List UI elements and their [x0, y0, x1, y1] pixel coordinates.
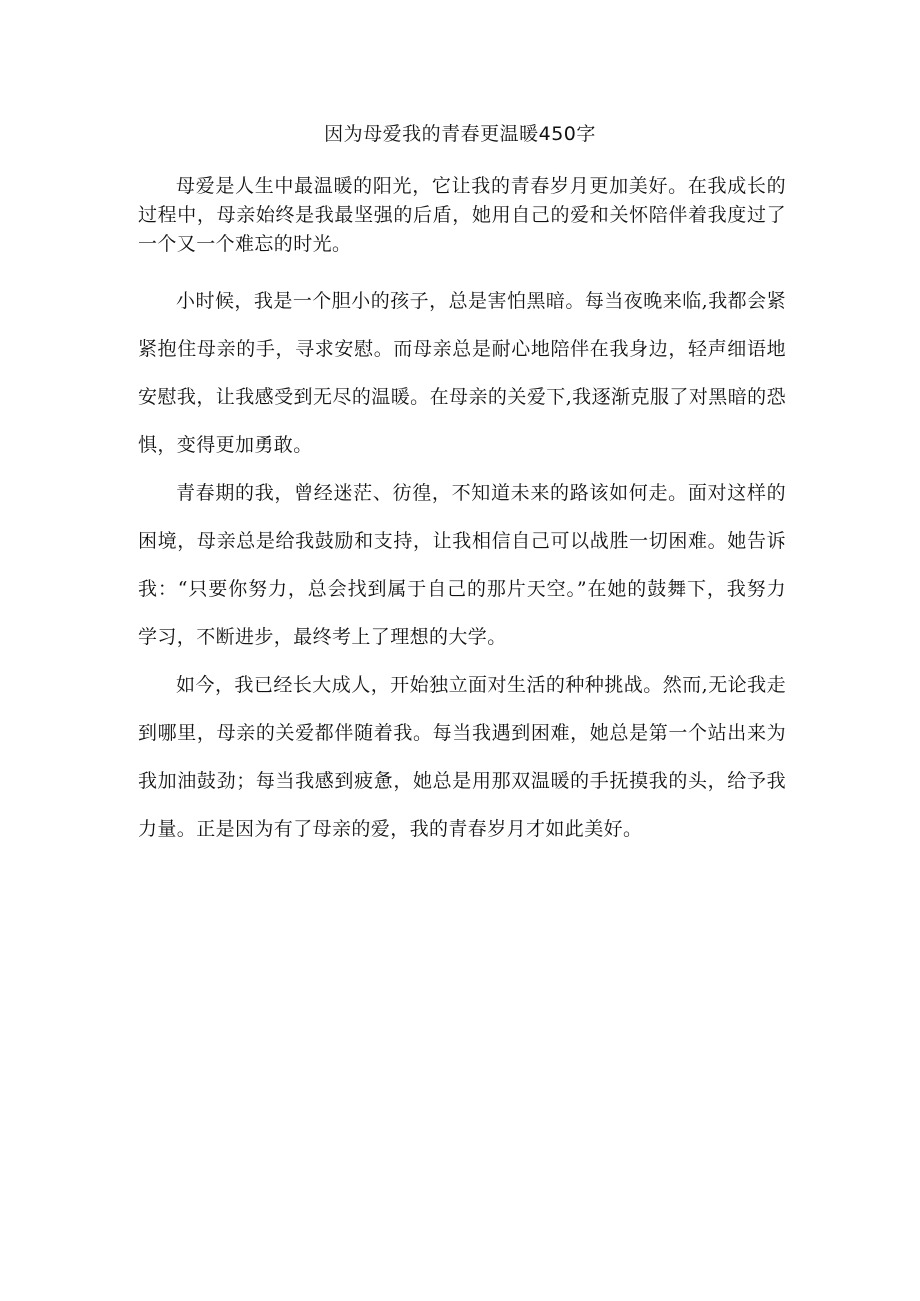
document-body — [138, 172, 786, 853]
paragraph-4: 如今，我已经长大成人，开始独立面对生活的种种挑战。然而,无论我走到哪里，母亲的关爱都伴随着我。每当我遇到困难，她总是第一个站出来为我加油鼓劲；每当我感到疲惫，她总是用那双温暖的手抚摸我的头，给予我力量。正是因为有了母亲的爱，我的青春岁月才如此美好。 — [138, 674, 786, 840]
document-title: 因为母爱我的青春更温暖450字 — [324, 123, 596, 145]
paragraph-3: 青春期的我，曾经迷茫、彷徨，不知道未来的路该如何走。面对这样的困境，母亲总是给我鼓励和支持，让我相信自己可以战胜一切困难。她告诉我：“只要你努力，总会找到属于自己的那片天空。”在她的鼓舞下，我努力学习，不断进步，最终考上了理想的大学。 — [138, 482, 786, 648]
paragraph-2: 小时候，我是一个胆小的孩子，总是害怕黑暗。每当夜晚来临,我都会紧紧抱住母亲的手，寻求安慰。而母亲总是耐心地陪伴在我身边，轻声细语地安慰我，让我感受到无尽的温暖。在母亲的关爱下,我逐渐克服了对黑暗的恐惧，变得更加勇敢。 — [138, 290, 786, 456]
paragraph-1: 母爱是人生中最温暖的阳光，它让我的青春岁月更加美好。在我成长的过程中，母亲始终是我最坚强的后盾，她用自己的爱和关怀陪伴着我度过了一个又一个难忘的时光。 — [138, 175, 786, 255]
